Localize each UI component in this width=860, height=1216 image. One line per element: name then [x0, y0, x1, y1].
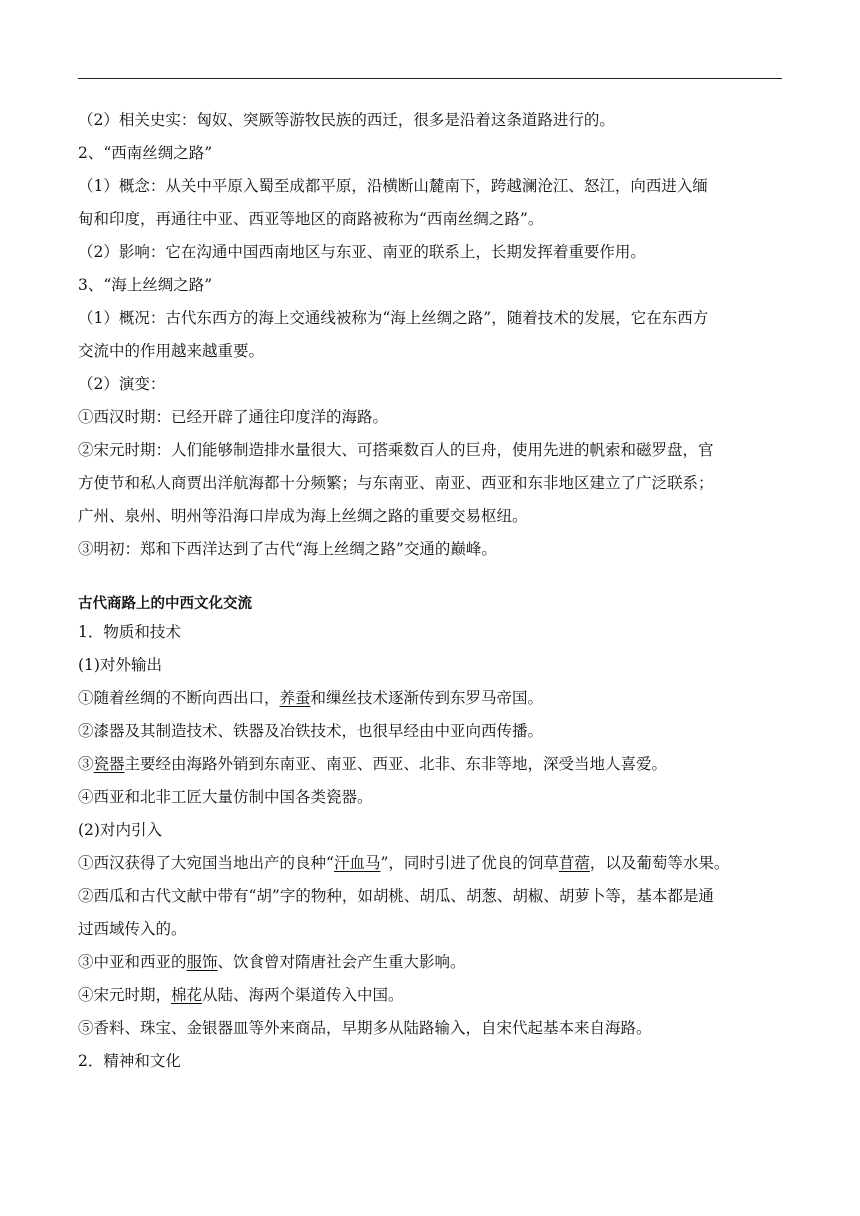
underlined-term: 服饰	[186, 953, 218, 971]
text-span: ”，同时引进了优良的饲草	[380, 854, 559, 872]
text-span: ①西汉获得了大宛国当地出产的良种“	[78, 854, 334, 872]
text-line: ⑤香料、珠宝、金银器皿等外来商品，早期多从陆路输入，自宋代起基本来自海路。	[78, 1019, 652, 1037]
section-gap	[78, 566, 782, 592]
text-line: ③明初：郑和下西洋达到了古代“海上丝绸之路”交通的巅峰。	[78, 540, 497, 558]
subheading-export: (1)对外输出	[78, 656, 162, 674]
text-line	[78, 682, 782, 715]
text-span: 从陆、海两个渠道传入中国。	[202, 986, 404, 1004]
text-line: 广州、泉州、明州等沿海口岸成为海上丝绸之路的重要交易枢纽。	[78, 507, 528, 525]
underlined-term: 养蚕	[279, 689, 311, 707]
underlined-term: 汗血马	[333, 854, 381, 872]
text-span: ①随着丝绸的不断向西出口，	[78, 689, 280, 707]
text-line: （2）演变：	[78, 375, 166, 393]
subheading-spirit-culture: 2．精神和文化	[78, 1052, 181, 1070]
text-span: 和缫丝技术逐渐传到东罗马帝国。	[310, 689, 544, 707]
text-line: ④西亚和北非工匠大量仿制中国各类瓷器。	[78, 788, 373, 806]
header-rule	[78, 78, 782, 79]
section-title: 古代商路上的中西文化交流	[78, 596, 252, 612]
text-line	[78, 946, 782, 979]
text-line: ②宋元时期：人们能够制造排水量很大、可搭乘数百人的巨舟，使用先进的帆索和磁罗盘，官	[78, 441, 714, 459]
text-line	[78, 847, 782, 880]
text-line: ②漆器及其制造技术、铁器及冶铁技术，也很早经由中亚向西传播。	[78, 722, 544, 740]
document-body	[78, 104, 782, 1078]
subheading-import: (2)对内引入	[78, 821, 162, 839]
text-span: ③	[78, 755, 94, 773]
underlined-term: 棉花	[171, 986, 203, 1004]
text-line	[78, 979, 782, 1012]
text-line: （2）相关史实：匈奴、突厥等游牧民族的西迁，很多是沿着这条道路进行的。	[78, 111, 615, 129]
underlined-term: 瓷器	[93, 755, 125, 773]
text-span: ③中亚和西亚的	[78, 953, 187, 971]
text-line: ②西瓜和古代文献中带有“胡”字的物种，如胡桃、胡瓜、胡葱、胡椒、胡萝卜等，基本都是通	[78, 887, 714, 905]
text-span: ，以及葡萄等水果。	[589, 854, 730, 872]
text-line: 交流中的作用越来越重要。	[78, 342, 265, 360]
text-span: 、饮食曾对隋唐社会产生重大影响。	[217, 953, 466, 971]
heading-southwest-silk-road: 2、“西南丝绸之路”	[78, 144, 213, 162]
text-line: ①西汉时期：已经开辟了通往印度洋的海路。	[78, 408, 389, 426]
subheading-material-technology: 1．物质和技术	[78, 623, 181, 641]
text-span: ④宋元时期，	[78, 986, 172, 1004]
text-line: （2）影响：它在沟通中国西南地区与东亚、南亚的联系上，长期发挥着重要作用。	[78, 243, 646, 261]
text-line: （1）概念：从关中平原入蜀至成都平原，沿横断山麓南下，跨越澜沧江、怒江，向西进入缅	[78, 177, 708, 195]
text-line: （1）概况：古代东西方的海上交通线被称为“海上丝绸之路”，随着技术的发展，它在东西方	[78, 309, 709, 327]
heading-maritime-silk-road: 3、“海上丝绸之路”	[78, 276, 213, 294]
underlined-term: 苜蓿	[558, 854, 590, 872]
text-line: 方使节和私人商贾出洋航海都十分频繁；与东南亚、南亚、西亚和东非地区建立了广泛联系；	[78, 474, 714, 492]
text-line: 过西域传入的。	[78, 920, 187, 938]
text-line: 甸和印度，再通往中亚、西亚等地区的商路被称为“西南丝绸之路”。	[78, 210, 544, 228]
text-span: 主要经由海路外销到东南亚、南亚、西亚、北非、东非等地，深受当地人喜爱。	[124, 755, 668, 773]
text-line	[78, 748, 782, 781]
